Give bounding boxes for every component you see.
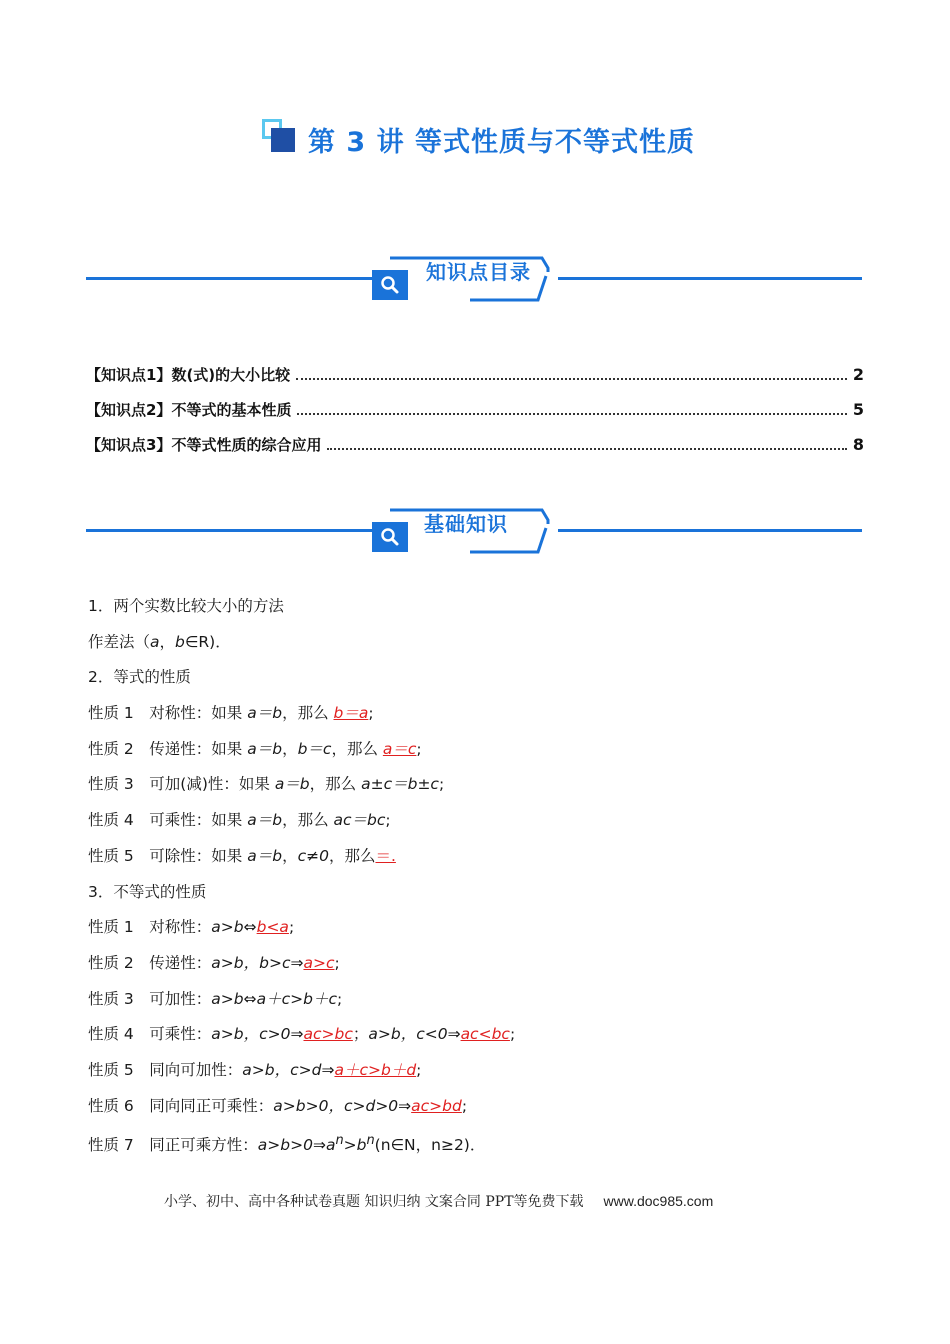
text-line: 性质 5 可除性：如果 a＝b，c≠0，那么＝.: [88, 846, 396, 865]
title-square-icon: [262, 119, 302, 159]
toc-item[interactable]: [86, 399, 864, 434]
text-line: 性质 2 传递性：如果 a＝b，b＝c，那么 a＝c;: [88, 739, 422, 758]
answer-blank: a＝c: [382, 739, 417, 758]
footer-text: 小学、初中、高中各种试卷真题 知识归纳 文案合同 PPT等免费下载: [164, 1194, 584, 1210]
answer-blank: a>c: [303, 953, 335, 972]
toc-item-label: 【知识点1】数(式)的大小比较: [86, 366, 291, 384]
footer: [164, 1191, 713, 1211]
section-header-toc: [86, 256, 862, 302]
answer-blank: ＝.: [375, 846, 396, 865]
table-of-contents: [86, 364, 864, 469]
text-line: 性质 3 可加(减)性：如果 a＝b，那么 a±c＝b±c;: [88, 775, 445, 794]
answer-blank: ac>bd: [411, 1096, 462, 1115]
toc-item-page: 2: [852, 365, 864, 384]
toc-item[interactable]: [86, 434, 864, 469]
toc-leader: [297, 401, 846, 415]
footer-link[interactable]: www.doc985.com: [603, 1193, 714, 1209]
search-icon: [372, 270, 408, 300]
text-line: 1．两个实数比较大小的方法: [88, 597, 284, 615]
answer-blank: a＋c>b＋d: [334, 1060, 417, 1079]
section-label: 知识点目录: [426, 260, 531, 284]
toc-leader: [327, 436, 846, 450]
answer-blank: b＝a: [333, 704, 369, 723]
text-line: 性质 4 可乘性：如果 a＝b，那么 ac＝bc;: [88, 811, 391, 830]
page-title: 第 3 讲 等式性质与不等式性质: [308, 126, 695, 158]
text-line: 性质 4 可乘性：a>b，c>0⇒ac>bc；a>b，c<0⇒ac<bc;: [88, 1025, 516, 1044]
toc-item-label: 【知识点2】不等式的基本性质: [86, 401, 292, 419]
section-label: 基础知识: [424, 512, 508, 536]
answer-blank: ac>bc: [303, 1025, 353, 1044]
text-line: 3．不等式的性质: [88, 882, 207, 901]
text-line: 性质 6 同向同正可乘性：a>b>0，c>d>0⇒ac>bd;: [88, 1096, 468, 1115]
section-header-basics: [86, 508, 862, 554]
text-line: 性质 7 同正可乘方性：$a>b>0\Rightarrow a^n>b^n(n\in N$，n≥2)．: [88, 1133, 486, 1155]
text-line: 2．等式的性质: [88, 668, 191, 687]
answer-blank: ac<bc: [460, 1025, 510, 1044]
text-line: 性质 3 可加性：a>b⇔a＋c>b＋c;: [88, 989, 343, 1008]
answer-blank: b<a: [256, 918, 289, 937]
text-line: 性质 1 对称性：如果 a＝b，那么 b＝a;: [88, 704, 374, 723]
toc-item-page: 8: [852, 435, 864, 454]
toc-leader: [296, 366, 847, 380]
content-body: [88, 592, 888, 1163]
text-line: 性质 5 同向可加性：a>b，c>d⇒a＋c>b＋d;: [88, 1060, 422, 1079]
text-line: 性质 1 对称性：a>b⇔b<a;: [88, 918, 295, 937]
toc-item[interactable]: [86, 364, 864, 399]
title-block: [262, 114, 695, 164]
toc-item-page: 5: [852, 400, 864, 419]
text-line: 作差法（a，b∈R)．: [88, 632, 231, 651]
toc-item-label: 【知识点3】不等式性质的综合应用: [86, 436, 322, 454]
text-line: 性质 2 传递性：a>b，b>c⇒a>c;: [88, 953, 340, 972]
search-icon: [372, 522, 408, 552]
